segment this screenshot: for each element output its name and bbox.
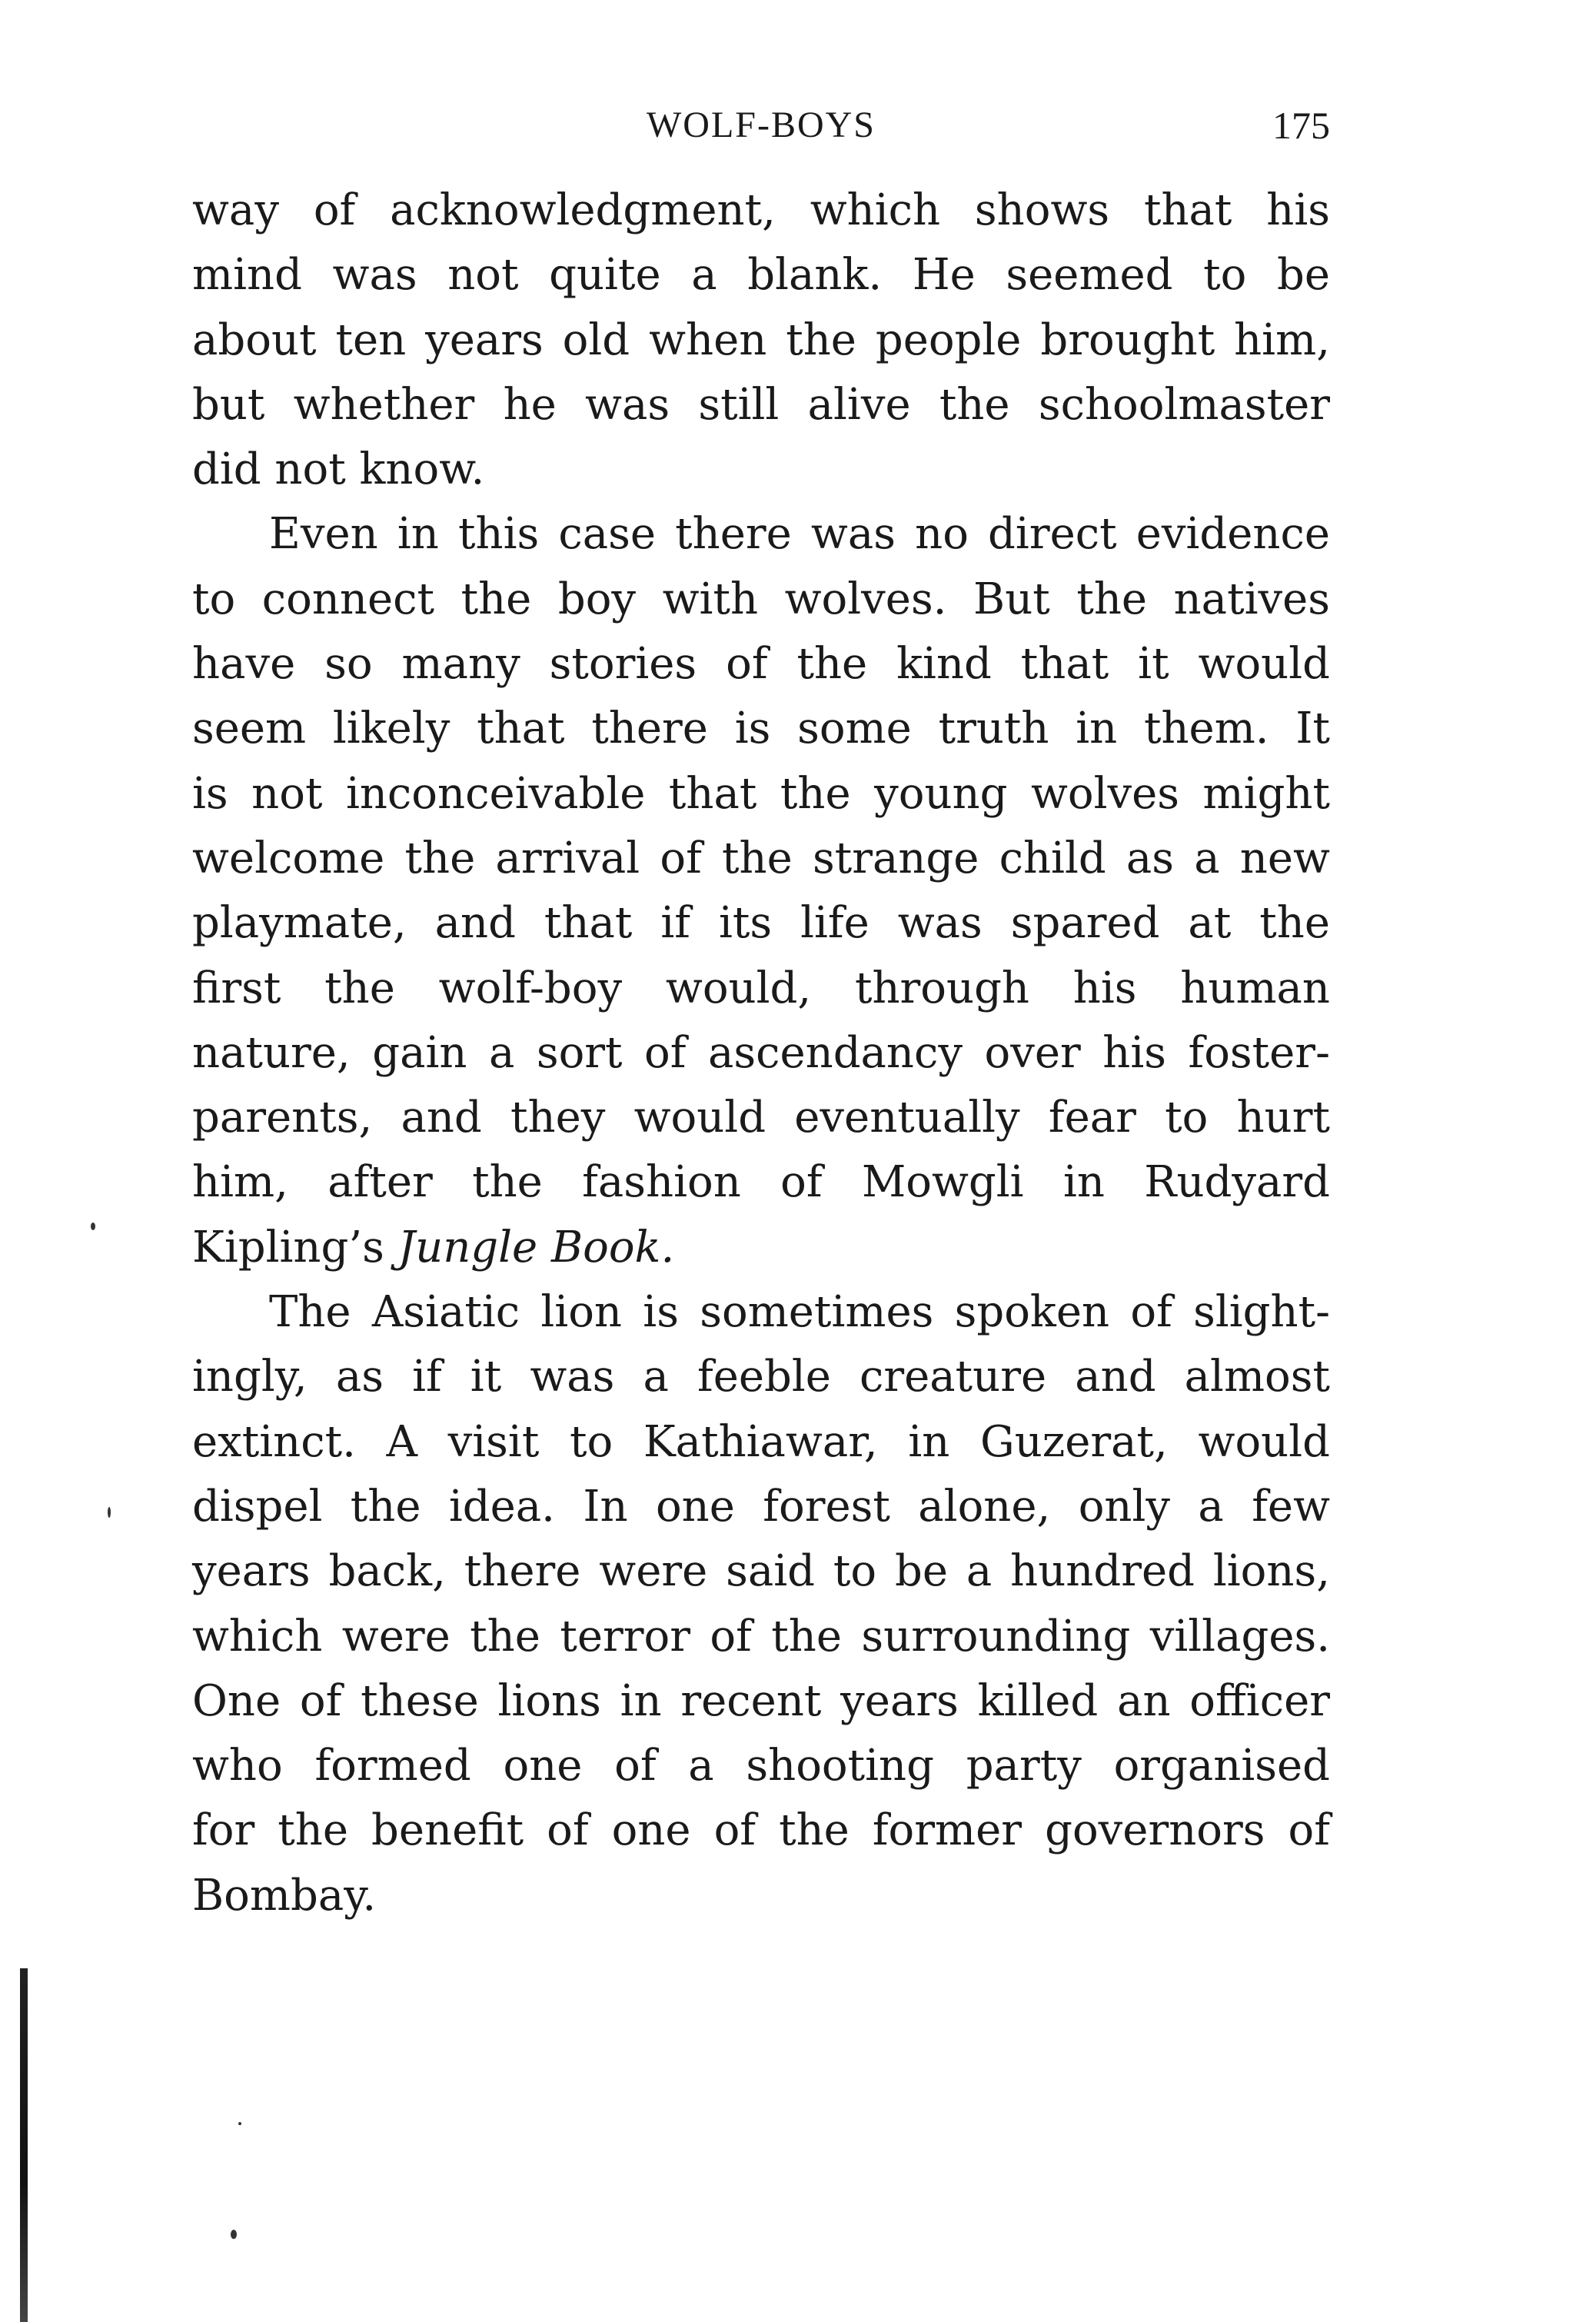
book-title-italic: Jungle Book. [397, 1222, 675, 1272]
text-line: parents, and they would eventually fear to hurt [192, 1093, 1330, 1143]
text-line: Even in this case there was no direct evidence [269, 509, 1330, 560]
text-line: first the wolf-boy would, through his human [192, 963, 1330, 1013]
scan-edge-mark [20, 1968, 28, 2322]
text-line: ingly, as if it was a feeble creature and almost [192, 1352, 1330, 1402]
scan-speck [108, 1507, 111, 1518]
text-line: nature, gain a sort of ascendancy over his foster- [192, 1027, 1330, 1078]
text-line: but whether he was still alive the schoolmaster [192, 379, 1330, 430]
paragraph-1 [192, 178, 1330, 502]
text-line: dispel the idea. In one forest alone, only a few [192, 1481, 1330, 1532]
scan-speck [231, 2230, 237, 2239]
running-head [192, 98, 1330, 152]
text-line: years back, there were said to be a hundred lions, [192, 1546, 1330, 1597]
text-line: welcome the arrival of the strange child as a new [192, 833, 1330, 883]
text-line: seem likely that there is some truth in them. It [192, 704, 1330, 754]
text-line: mind was not quite a blank. He seemed to be [192, 250, 1330, 301]
text-line: have so many stories of the kind that it would [192, 639, 1330, 690]
text-line: who formed one of a shooting party organised [192, 1741, 1330, 1791]
text-line: playmate, and that if its life was spared at the [192, 898, 1330, 949]
text-line [192, 1216, 1330, 1280]
text-line-prefix: Kipling’s [192, 1222, 398, 1272]
text-line: for the benefit of one of the former governors of [192, 1805, 1330, 1856]
text-line: The Asiatic lion is sometimes spoken of slight- [269, 1287, 1330, 1338]
text-line: did not know. [192, 444, 485, 495]
text-line: about ten years old when the people brought him, [192, 314, 1330, 365]
text-line: extinct. A visit to Kathiawar, in Guzerat, would [192, 1416, 1330, 1467]
running-head-title: WOLF-BOYS [646, 105, 876, 145]
body-text [192, 178, 1330, 1928]
text-line: him, after the fashion of Mowgli in Rudyard [192, 1157, 1330, 1208]
text-line: way of acknowledgment, which shows that his [192, 185, 1330, 235]
paragraph-3 [192, 1280, 1330, 1928]
scan-speck [238, 2122, 241, 2125]
text-line: is not inconceivable that the young wolves might [192, 768, 1330, 819]
text-line: which were the terror of the surrounding villages. [192, 1611, 1330, 1662]
text-line: to connect the boy with wolves. But the natives [192, 574, 1330, 624]
page-number: 175 [1272, 104, 1330, 147]
scan-speck [91, 1223, 95, 1230]
text-line: Bombay. [192, 1870, 377, 1921]
text-line: One of these lions in recent years killed an officer [192, 1675, 1330, 1726]
paragraph-2 [192, 502, 1330, 1280]
